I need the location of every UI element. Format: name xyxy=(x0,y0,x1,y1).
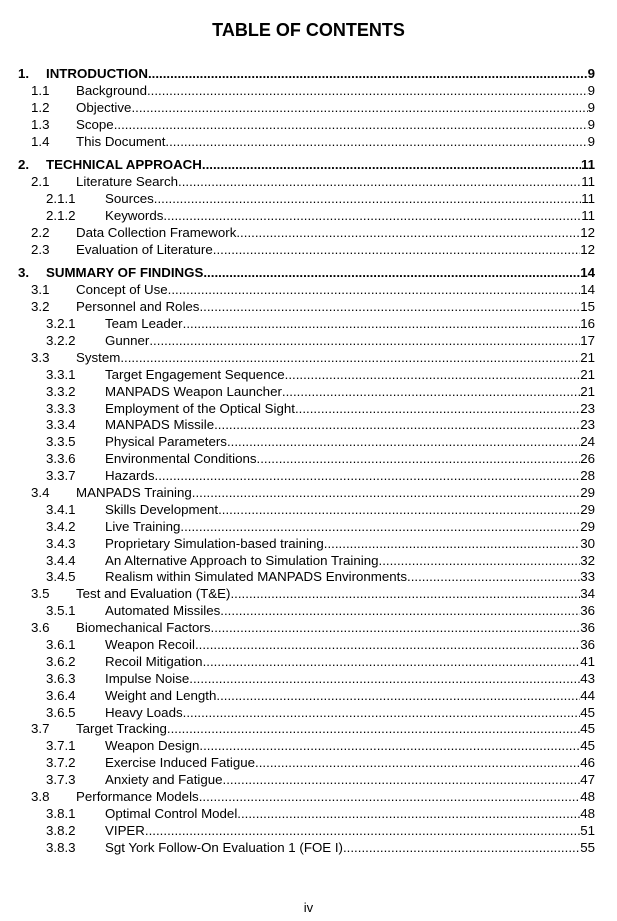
toc-entry-title: Objective xyxy=(76,99,132,115)
toc-entry-line xyxy=(76,282,595,299)
toc-entry-title: INTRODUCTION xyxy=(46,66,148,81)
toc-entry-line xyxy=(76,83,595,100)
toc-entry-page: 28 xyxy=(580,468,595,484)
toc-entry-line xyxy=(76,242,595,259)
toc-entry-title: Weapon Recoil xyxy=(105,636,195,652)
toc-leader-dots xyxy=(203,265,580,282)
toc-entry-title: Keywords xyxy=(105,207,164,223)
toc-leader-dots xyxy=(145,823,580,840)
toc-entry-line xyxy=(76,620,595,637)
toc-entry[interactable] xyxy=(0,620,617,637)
toc-entry-line xyxy=(105,603,595,620)
table-of-contents xyxy=(0,66,617,857)
toc-entry-title: Hazards xyxy=(105,468,155,484)
toc-entry[interactable] xyxy=(0,333,617,350)
toc-entry-page: 9 xyxy=(587,133,595,149)
toc-entry[interactable] xyxy=(0,417,617,434)
toc-entry-page: 14 xyxy=(580,282,595,298)
toc-entry-line xyxy=(76,134,595,151)
toc-entry-number: 3.6.5 xyxy=(46,704,76,720)
toc-entry-number: 3.7.3 xyxy=(46,772,76,788)
toc-entry-title: Live Training xyxy=(105,518,181,534)
toc-leader-dots xyxy=(168,282,581,299)
toc-leader-dots xyxy=(257,451,581,468)
toc-leader-dots xyxy=(149,333,580,350)
toc-entry-title: Proprietary Simulation-based training xyxy=(105,535,324,551)
toc-entry[interactable] xyxy=(0,755,617,772)
toc-entry-page: 21 xyxy=(580,383,595,399)
toc-entry-number: 3.6.1 xyxy=(46,636,76,652)
toc-entry-page: 36 xyxy=(580,620,595,636)
toc-entry-page: 34 xyxy=(580,586,595,602)
toc-entry-page: 12 xyxy=(580,224,595,240)
toc-entry[interactable] xyxy=(0,242,617,259)
toc-entry-page: 11 xyxy=(581,191,595,207)
toc-entry-number: 3.3.7 xyxy=(46,468,76,484)
toc-entry-number: 3.4.4 xyxy=(46,552,76,568)
toc-entry-page: 51 xyxy=(580,822,595,838)
toc-entry-title: Background xyxy=(76,82,147,98)
toc-entry-title: Physical Parameters xyxy=(105,434,227,450)
toc-entry-number: 3.5 xyxy=(31,586,50,602)
toc-entry-page: 14 xyxy=(580,265,595,281)
toc-entry-number: 3.3 xyxy=(31,349,50,365)
toc-entry-title: An Alternative Approach to Simulation Training xyxy=(105,552,379,568)
toc-leader-dots xyxy=(237,806,580,823)
toc-entry-number: 3.8.1 xyxy=(46,805,76,821)
toc-entry[interactable] xyxy=(0,536,617,553)
toc-entry[interactable] xyxy=(0,299,617,316)
toc-entry-line xyxy=(105,553,595,570)
toc-entry-number: 3.8.2 xyxy=(46,822,76,838)
toc-entry-number: 3.2 xyxy=(31,299,50,315)
toc-entry-page: 47 xyxy=(580,772,595,788)
toc-leader-dots xyxy=(285,367,581,384)
toc-entry[interactable] xyxy=(0,157,617,174)
toc-entry-title: Anxiety and Fatigue xyxy=(105,772,223,788)
toc-entry-line xyxy=(105,772,595,789)
toc-entry[interactable] xyxy=(0,519,617,536)
toc-leader-dots xyxy=(202,157,581,174)
toc-entry-number: 3.3.3 xyxy=(46,400,76,416)
toc-entry-title: Performance Models xyxy=(76,789,199,804)
toc-entry[interactable] xyxy=(0,282,617,299)
toc-entry-line xyxy=(105,401,595,418)
toc-entry[interactable] xyxy=(0,83,617,100)
toc-entry-title: Weapon Design xyxy=(105,738,200,754)
toc-entry-page: 45 xyxy=(580,721,595,737)
toc-entry-title: System xyxy=(76,349,121,365)
toc-entry-title: Realism within Simulated MANPADS Environments xyxy=(105,569,407,585)
toc-entry[interactable] xyxy=(0,117,617,134)
toc-entry-page: 17 xyxy=(580,332,595,348)
toc-entry[interactable] xyxy=(0,705,617,722)
toc-leader-dots xyxy=(343,840,580,857)
toc-entry[interactable] xyxy=(0,191,617,208)
toc-entry[interactable] xyxy=(0,823,617,840)
toc-entry-number: 3.6 xyxy=(31,620,50,636)
toc-entry-page: 21 xyxy=(580,366,595,382)
toc-leader-dots xyxy=(220,603,580,620)
toc-entry-number: 3.5.1 xyxy=(46,603,76,619)
toc-leader-dots xyxy=(379,553,581,570)
toc-entry-number: 3.2.2 xyxy=(46,332,76,348)
toc-entry-title: Exercise Induced Fatigue xyxy=(105,755,256,771)
toc-entry-title: Literature Search xyxy=(76,174,178,190)
toc-entry[interactable] xyxy=(0,553,617,570)
toc-leader-dots xyxy=(165,134,587,151)
toc-entry[interactable] xyxy=(0,840,617,857)
toc-entry-title: Skills Development xyxy=(105,501,219,517)
toc-entry-line xyxy=(105,367,595,384)
toc-entry-title: Team Leader xyxy=(105,316,183,332)
toc-entry[interactable] xyxy=(0,806,617,823)
toc-entry-page: 11 xyxy=(581,174,595,190)
toc-entry-page: 33 xyxy=(580,569,595,585)
toc-entry-number: 3.3.4 xyxy=(46,417,76,433)
toc-entry-page: 48 xyxy=(580,805,595,821)
toc-entry-line xyxy=(105,688,595,705)
toc-entry-line xyxy=(76,586,595,603)
toc-leader-dots xyxy=(282,384,580,401)
toc-entry-number: 2. xyxy=(18,157,30,173)
toc-entry[interactable] xyxy=(0,772,617,789)
toc-entry-page: 12 xyxy=(580,241,595,257)
toc-entry-number: 3.3.1 xyxy=(46,366,76,382)
toc-entry[interactable] xyxy=(0,603,617,620)
toc-leader-dots xyxy=(192,485,580,502)
toc-leader-dots xyxy=(199,789,581,806)
toc-entry[interactable] xyxy=(0,208,617,225)
toc-leader-dots xyxy=(183,316,581,333)
toc-entry-number: 3.3.2 xyxy=(46,383,76,399)
toc-leader-dots xyxy=(163,208,581,225)
toc-entry[interactable] xyxy=(0,688,617,705)
toc-entry-number: 1.4 xyxy=(31,133,50,149)
toc-entry-number: 2.3 xyxy=(31,241,50,257)
toc-entry-page: 9 xyxy=(587,116,595,132)
toc-leader-dots xyxy=(236,225,580,242)
toc-entry[interactable] xyxy=(0,637,617,654)
toc-entry-title: Employment of the Optical Sight xyxy=(105,400,295,416)
toc-entry-page: 16 xyxy=(580,316,595,332)
toc-leader-dots xyxy=(324,536,580,553)
toc-leader-dots xyxy=(211,620,581,637)
toc-entry[interactable] xyxy=(0,100,617,117)
toc-entry[interactable] xyxy=(0,502,617,519)
toc-entry-line xyxy=(105,502,595,519)
toc-entry-title: Gunner xyxy=(105,332,150,348)
toc-entry-line xyxy=(46,66,595,83)
toc-entry-line xyxy=(46,157,595,174)
toc-leader-dots xyxy=(167,721,580,738)
toc-entry-title: Automated Missiles xyxy=(105,603,221,619)
toc-entry[interactable] xyxy=(0,367,617,384)
toc-entry-line xyxy=(105,519,595,536)
toc-entry-number: 3.8 xyxy=(31,789,50,804)
toc-entry-title: Weight and Length xyxy=(105,687,217,703)
toc-entry[interactable] xyxy=(0,384,617,401)
page-title: TABLE OF CONTENTS xyxy=(212,20,405,40)
toc-entry[interactable] xyxy=(0,401,617,418)
toc-entry-page: 43 xyxy=(580,670,595,686)
toc-entry-number: 1.2 xyxy=(31,99,50,115)
toc-entry[interactable] xyxy=(0,66,617,83)
toc-entry-number: 3.1 xyxy=(31,282,50,298)
toc-entry-number: 3. xyxy=(18,265,30,281)
toc-entry-number: 3.4.2 xyxy=(46,518,76,534)
toc-entry-number: 3.2.1 xyxy=(46,316,76,332)
toc-leader-dots xyxy=(195,637,580,654)
toc-entry-page: 15 xyxy=(580,299,595,315)
toc-entry-page: 29 xyxy=(580,518,595,534)
toc-entry-number: 3.4 xyxy=(31,484,50,500)
toc-entry-line xyxy=(46,265,595,282)
toc-entry[interactable] xyxy=(0,134,617,151)
toc-entry-number: 3.8.3 xyxy=(46,839,76,855)
toc-leader-dots xyxy=(216,688,580,705)
toc-entry-page: 23 xyxy=(580,400,595,416)
toc-entry-title: TECHNICAL APPROACH xyxy=(46,157,202,173)
toc-entry-page: 29 xyxy=(580,484,595,500)
toc-entry-page: 26 xyxy=(580,451,595,467)
toc-entry-line xyxy=(76,350,595,367)
toc-leader-dots xyxy=(155,468,581,485)
toc-entry-page: 45 xyxy=(580,738,595,754)
toc-entry[interactable] xyxy=(0,485,617,502)
toc-leader-dots xyxy=(147,83,588,100)
toc-entry-page: 11 xyxy=(581,207,595,223)
toc-entry-page: 36 xyxy=(580,636,595,652)
toc-entry-number: 3.6.2 xyxy=(46,653,76,669)
toc-entry-page: 32 xyxy=(580,552,595,568)
toc-entry-page: 45 xyxy=(580,704,595,720)
toc-entry-line xyxy=(105,451,595,468)
toc-leader-dots xyxy=(213,242,580,259)
toc-entry-title: Test and Evaluation (T&E) xyxy=(76,586,231,602)
toc-leader-dots xyxy=(114,117,588,134)
toc-entry-line xyxy=(76,299,595,316)
toc-leader-dots xyxy=(230,586,580,603)
toc-leader-dots xyxy=(407,569,580,586)
toc-entry-line xyxy=(105,191,595,208)
toc-entry-page: 46 xyxy=(580,755,595,771)
toc-entry-number: 2.1.2 xyxy=(46,207,76,223)
toc-leader-dots xyxy=(199,738,580,755)
toc-entry-title: MANPADS Training xyxy=(76,484,192,500)
toc-entry-title: Environmental Conditions xyxy=(105,451,257,467)
toc-leader-dots xyxy=(148,66,588,83)
toc-entry-line xyxy=(105,434,595,451)
toc-entry[interactable] xyxy=(0,316,617,333)
toc-leader-dots xyxy=(227,434,580,451)
toc-entry-line xyxy=(105,823,595,840)
toc-entry-number: 1.3 xyxy=(31,116,50,132)
toc-entry-number: 3.7.1 xyxy=(46,738,76,754)
toc-entry-page: 23 xyxy=(580,417,595,433)
toc-entry-page: 21 xyxy=(580,349,595,365)
toc-entry-line xyxy=(76,174,595,191)
toc-leader-dots xyxy=(131,100,587,117)
toc-entry-number: 1.1 xyxy=(31,82,50,98)
toc-entry-line xyxy=(76,485,595,502)
toc-entry-title: Biomechanical Factors xyxy=(76,620,211,636)
toc-entry-number: 3.3.6 xyxy=(46,451,76,467)
toc-entry[interactable] xyxy=(0,434,617,451)
toc-entry-line xyxy=(105,569,595,586)
toc-entry[interactable] xyxy=(0,738,617,755)
toc-entry-number: 3.3.5 xyxy=(46,434,76,450)
toc-entry-title: Evaluation of Literature xyxy=(76,241,213,257)
toc-entry[interactable] xyxy=(0,586,617,603)
toc-entry-page: 30 xyxy=(580,535,595,551)
toc-leader-dots xyxy=(203,654,581,671)
toc-entry[interactable] xyxy=(0,671,617,688)
toc-leader-dots xyxy=(295,401,580,418)
toc-entry-title: Sgt York Follow-On Evaluation 1 (FOE I) xyxy=(105,839,343,855)
toc-entry-line xyxy=(76,100,595,117)
toc-entry-title: MANPADS Missile xyxy=(105,417,215,433)
toc-entry-line xyxy=(76,225,595,242)
toc-leader-dots xyxy=(255,755,580,772)
toc-entry-title: Heavy Loads xyxy=(105,704,183,720)
toc-entry-line xyxy=(105,333,595,350)
toc-entry-line xyxy=(105,208,595,225)
toc-entry-line xyxy=(105,671,595,688)
toc-entry-title: Recoil Mitigation xyxy=(105,653,203,669)
toc-entry-page: 36 xyxy=(580,603,595,619)
toc-leader-dots xyxy=(183,705,581,722)
toc-entry-line xyxy=(76,789,595,806)
toc-entry-line xyxy=(105,468,595,485)
toc-entry-number: 1. xyxy=(18,66,30,81)
toc-entry-title: Optimal Control Model xyxy=(105,805,238,821)
toc-leader-dots xyxy=(178,174,581,191)
toc-entry-number: 2.1 xyxy=(31,174,50,190)
toc-entry[interactable] xyxy=(0,225,617,242)
toc-entry[interactable] xyxy=(0,265,617,282)
toc-entry-number: 3.4.3 xyxy=(46,535,76,551)
toc-entry-number: 2.1.1 xyxy=(46,191,76,207)
toc-leader-dots xyxy=(214,417,580,434)
toc-entry-page: 29 xyxy=(580,501,595,517)
toc-entry-number: 3.4.5 xyxy=(46,569,76,585)
toc-entry-number: 3.6.4 xyxy=(46,687,76,703)
toc-leader-dots xyxy=(199,299,580,316)
toc-entry[interactable] xyxy=(0,721,617,738)
toc-entry-line xyxy=(105,705,595,722)
toc-entry-page: 48 xyxy=(580,789,595,804)
toc-entry-title: Impulse Noise xyxy=(105,670,190,686)
toc-entry[interactable] xyxy=(0,350,617,367)
toc-entry-line xyxy=(105,384,595,401)
toc-entry-number: 3.6.3 xyxy=(46,670,76,686)
toc-leader-dots xyxy=(154,191,581,208)
toc-entry-page: 41 xyxy=(580,653,595,669)
toc-leader-dots xyxy=(218,502,580,519)
toc-entry[interactable] xyxy=(0,654,617,671)
toc-entry-title: Target Tracking xyxy=(76,721,167,737)
toc-entry-line xyxy=(105,316,595,333)
toc-entry-page: 9 xyxy=(587,66,595,81)
toc-entry-title: Sources xyxy=(105,191,154,207)
toc-entry-line xyxy=(76,117,595,134)
page-number: iv xyxy=(303,900,314,915)
toc-entry-title: MANPADS Weapon Launcher xyxy=(105,383,282,399)
toc-entry-number: 3.7 xyxy=(31,721,50,737)
toc-entry[interactable] xyxy=(0,789,617,806)
toc-entry[interactable] xyxy=(0,569,617,586)
toc-entry-number: 3.4.1 xyxy=(46,501,76,517)
toc-entry-line xyxy=(105,637,595,654)
toc-entry-title: Scope xyxy=(76,116,114,132)
toc-entry-line xyxy=(76,721,595,738)
toc-entry[interactable] xyxy=(0,174,617,191)
toc-entry-page: 55 xyxy=(580,839,595,855)
toc-leader-dots xyxy=(120,350,580,367)
toc-entry-title: This Document xyxy=(76,133,166,149)
toc-entry-line xyxy=(105,654,595,671)
toc-entry[interactable] xyxy=(0,451,617,468)
toc-entry-page: 11 xyxy=(580,157,595,173)
toc-entry-title: Concept of Use xyxy=(76,282,168,298)
toc-entry-page: 24 xyxy=(580,434,595,450)
toc-leader-dots xyxy=(223,772,581,789)
toc-entry-line xyxy=(105,536,595,553)
toc-entry-page: 9 xyxy=(587,82,595,98)
toc-entry-title: Personnel and Roles xyxy=(76,299,200,315)
toc-entry-page: 9 xyxy=(587,99,595,115)
toc-entry-line xyxy=(105,755,595,772)
toc-entry-line xyxy=(105,840,595,857)
toc-entry-page: 44 xyxy=(580,687,595,703)
toc-entry-title: Target Engagement Sequence xyxy=(105,366,285,382)
toc-entry-number: 3.7.2 xyxy=(46,755,76,771)
toc-entry-line xyxy=(105,738,595,755)
toc-entry-line xyxy=(105,806,595,823)
toc-entry-title: Data Collection Framework xyxy=(76,224,237,240)
toc-leader-dots xyxy=(189,671,580,688)
toc-entry-title: VIPER xyxy=(105,822,145,838)
toc-entry-line xyxy=(105,417,595,434)
toc-leader-dots xyxy=(180,519,580,536)
toc-entry-number: 2.2 xyxy=(31,224,50,240)
toc-entry[interactable] xyxy=(0,468,617,485)
toc-entry-title: SUMMARY OF FINDINGS xyxy=(46,265,204,281)
